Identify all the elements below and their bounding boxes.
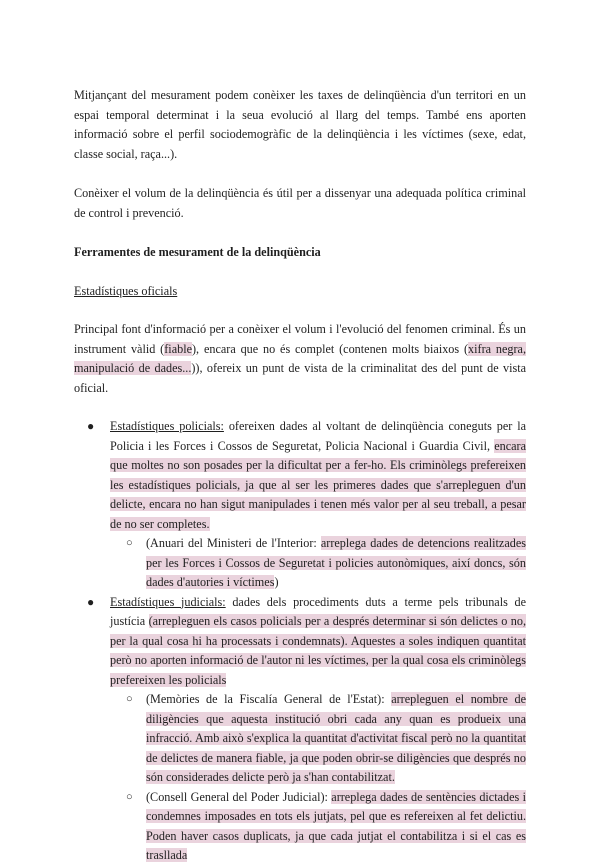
sub-item-text-end: )	[274, 575, 279, 589]
official-text-1: Principal font d'informació per a conèixer el volum i l'evolució del fenomen criminal. És un instrument vàlid (	[74, 322, 526, 356]
intro-paragraph-2: Conèixer el volum de la delinqüència és útil per a dissenyar una adequada política criminal de control i prevenció.	[74, 186, 526, 220]
sub-item-highlight: arreplega dades de sentències dictades i condemnes imposades en tots els jutjats, pel que es refereixen al fet delictiu. Poden haver casos duplicats, ja que cada jutjat el contabilitza i si el cas es trasllada	[146, 789, 526, 862]
sub-list-item	[126, 534, 526, 593]
bullet-dot-icon: ●	[87, 419, 95, 433]
list-item-police-stats	[87, 417, 527, 593]
bullet-title: Estadístiques judicials:	[110, 594, 226, 609]
bullet-circle-icon: ○	[126, 790, 133, 803]
intro-paragraph-1: Mitjançant del mesurament podem conèixer les taxes de delinqüència d'un territori en un espai temporal determinat i la seua evolució al llarg del temps. També ens aporten informació sobre el perfil sociodemogràfic de la delinqüència i les víctimes (sexe, edat, classe social, raça...).	[74, 88, 526, 161]
bullet-dot-icon: ●	[87, 594, 95, 609]
official-stats-paragraph	[74, 320, 526, 398]
sub-list	[110, 534, 526, 593]
bullet-circle-icon: ○	[126, 693, 133, 705]
sub-item-text: (Memòries de la Fiscalía General de l'Estat):	[146, 692, 392, 706]
bullet-highlight: encara que moltes no son posades per la dificultat per a fer-ho. Els criminòlegs prefereixen les estadístiques policials, ja que al ser les primeres dades que s'arrepleguen d'un delicte, encara no han sigut manipulades i tenen més valor per al seu treball, a pesar de no ser completes.	[110, 438, 526, 531]
subsection-heading	[74, 282, 526, 302]
sub-item-text: (Consell General del Poder Judicial):	[146, 789, 332, 804]
stats-list	[74, 417, 526, 866]
sub-item-text: (Anuari del Ministeri de l'Interior:	[146, 536, 321, 550]
bullet-text: ofereixen dades al voltant de delinqüència coneguts per la Policia i les Forces i Cossos de Seguretat, Policia Nacional i Guardia Civil,	[110, 419, 527, 453]
bullet-circle-icon: ○	[126, 537, 133, 549]
bullet-title: Estadístiques policials:	[110, 419, 224, 433]
subsection-heading-text: Estadístiques oficials	[74, 283, 178, 298]
official-text-3: )), ofereix un punt de vista de la criminalitat des del punt de vista oficial.	[74, 361, 526, 395]
official-highlight-1: fiable	[164, 341, 192, 356]
bullet-text: dades dels procediments duts a terme pels tribunals de justícia	[110, 594, 526, 628]
sub-item-highlight: arreplega dades de detencions realitzades per les Forces i Cossos de Seguretat i policies autonòmiques, així doncs, són dades d'autories i víctimes	[146, 536, 526, 589]
sub-list-item	[126, 788, 526, 866]
sub-item-highlight: arrepleguen el nombre de diligències que aquesta institució obri cada any quan es produeix una infracció. Amb això s'explica la quantitat d'activitat fiscal però no la quantitat de delictes de manera fiable, ja que poden obrir-se diligències que després no són considerades delicte però ja s'han contabilitzat.	[146, 692, 527, 784]
official-highlight-2: xifra negra, manipulació de dades...	[74, 341, 527, 375]
sub-list	[110, 690, 526, 866]
official-text-2: ), encara que no és complet (contenen molts biaixos (	[192, 341, 469, 356]
sub-list-item	[126, 690, 527, 788]
list-item-judicial-stats	[87, 593, 527, 866]
bullet-highlight: (arrepleguen els casos policials per a després determinar si són delictes o no, per la qual cosa hi ha processats i condemnats). Aquestes a soles indiquen quantitat però no aporten informació de l'autor ni les víctimes, per la qual cosa els criminòlegs prefereixen les policials	[110, 614, 526, 687]
section-heading: Ferramentes de mesurament de la delinqüència	[74, 245, 321, 259]
